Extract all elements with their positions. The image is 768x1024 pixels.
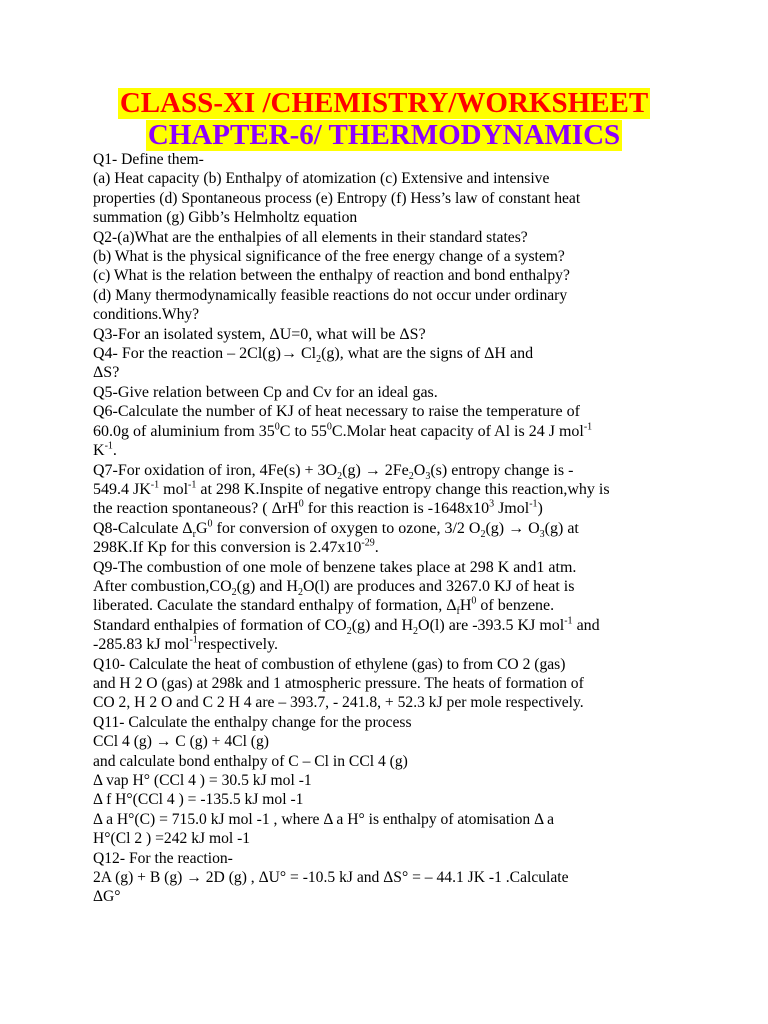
- q11-line: Δ a H°(C) = 715.0 kJ mol -1 , where Δ a H° is enthalpy of atomisation Δ a: [93, 810, 555, 828]
- title-chapter: CHAPTER-6/ THERMODYNAMICS: [147, 119, 621, 151]
- q1-line: properties (d) Spontaneous process (e) Entropy (f) Hess’s law of constant heat: [93, 189, 581, 207]
- q1-line: (a) Heat capacity (b) Enthalpy of atomization (c) Extensive and intensive: [93, 170, 550, 188]
- q12-line: Q12- For the reaction-: [93, 849, 233, 867]
- q4-line: ΔS?: [93, 364, 120, 382]
- q11-line: H°(Cl 2 ) =242 kJ mol -1: [93, 830, 251, 848]
- questions: [93, 150, 683, 907]
- q6-line: 60.0g of aluminium from $35^0C$ to $55^0C.Molar$ heat capacity of Al is 24 J mol$^{-1}$: [93, 421, 593, 440]
- q9-line: Standard enthalpies of formation of $CO_2(g)$ and $H_2O(l)$ are -393.5 KJ mol$^{-1}$ and: [93, 615, 600, 637]
- q2-line: (d) Many thermodynamically feasible reactions do not occur under ordinary: [93, 286, 568, 304]
- q6-line: Q6-Calculate the number of KJ of heat necessary to raise the temperature of: [93, 403, 580, 421]
- q10-line: and H 2 O (gas) at 298k and 1 atmospheric pressure. The heats of formation of: [93, 674, 584, 692]
- q8-line: 298K.If Kp for this conversion is $2.47x10^{-29}$.: [93, 537, 379, 557]
- q6-line: $K^{-1}$.: [93, 440, 117, 460]
- q4-line: Q4- For the reaction – $2Cl(g)\to Cl_2(g)$, what are the signs of ΔH and: [93, 345, 534, 366]
- q7-line: the reaction spontaneous? ( ΔrH$^0$ for this reaction is $-1648x10^3$ Jmol$^{-1}$): [93, 498, 543, 518]
- q11-line: CCl 4 (g) → C (g) + 4Cl (g): [93, 733, 269, 751]
- q3-line: Q3-For an isolated system, ΔU=0, what will be ΔS?: [93, 325, 426, 343]
- q8-line: Q8-Calculate $\Delta_rG^0$ for conversion of oxygen to ozone, 3/2 $O_2(g) \to O_3(g)$ at: [93, 518, 579, 540]
- q2-line: Q2-(a)What are the enthalpies of all elements in their standard states?: [93, 228, 528, 246]
- q10-line: CO 2, H 2 O and C 2 H 4 are – 393.7, - 241.8, + 52.3 kJ per mole respectively.: [93, 694, 584, 712]
- title-block: [0, 0, 768, 151]
- q2-line: (b) What is the physical significance of the free energy change of a system?: [93, 248, 565, 266]
- q9-line: Q9-The combustion of one mole of benzene takes place at 298 K and1 atm.: [93, 558, 577, 576]
- q7-line: 549.4 $JK^{-1}$ mol$^{-1}$ at 298 K.Inspite of negative entropy change this reaction,why is: [93, 479, 610, 498]
- q9-line: After $combustion,CO_2(g)$ and $H_2O(l)$ are produces and 3267.0 KJ of heat is: [93, 577, 575, 599]
- q10-line: Q10- Calculate the heat of combustion of ethylene (gas) to from CO 2 (gas): [93, 655, 566, 673]
- q11-line: Δ f H°(CCl 4 ) = -135.5 kJ mol -1: [93, 791, 304, 809]
- q12-line: 2A (g) + B (g) → 2D (g) , ΔU° = -10.5 kJ and ΔS° = – 44.1 JK -1 .Calculate: [93, 869, 569, 887]
- q11-line: and calculate bond enthalpy of C – Cl in CCl 4 (g): [93, 752, 408, 770]
- q12-line: ΔG°: [93, 888, 121, 906]
- title-class-worksheet: CLASS-XI /CHEMISTRY/WORKSHEET: [119, 87, 649, 119]
- q11-line: Δ vap H° (CCl 4 ) = 30.5 kJ mol -1: [93, 772, 312, 789]
- q7-line: Q7-For oxidation of iron, $4Fe(s) + 3O_2(g) \to 2Fe_2O_3(s)$ entropy change is -: [93, 461, 574, 482]
- q11-line: Q11- Calculate the enthalpy change for the process: [93, 713, 412, 731]
- q9-line: liberated. Caculate the standard enthalpy of formation, $\Delta_fH^0$ of benzene.: [93, 596, 555, 618]
- q5-line: Q5-Give relation between Cp and Cv for an ideal gas.: [93, 383, 438, 401]
- q1-line: Q1- Define them-: [93, 151, 204, 168]
- q2-line: conditions.Why?: [93, 306, 200, 324]
- q2-line: (c) What is the relation between the enthalpy of reaction and bond enthalpy?: [93, 267, 570, 285]
- q9-line: -285.83 kJ mol$^{-1}$respectively.: [93, 634, 279, 654]
- q1-line: summation (g) Gibb’s Helmholtz equation: [93, 209, 358, 227]
